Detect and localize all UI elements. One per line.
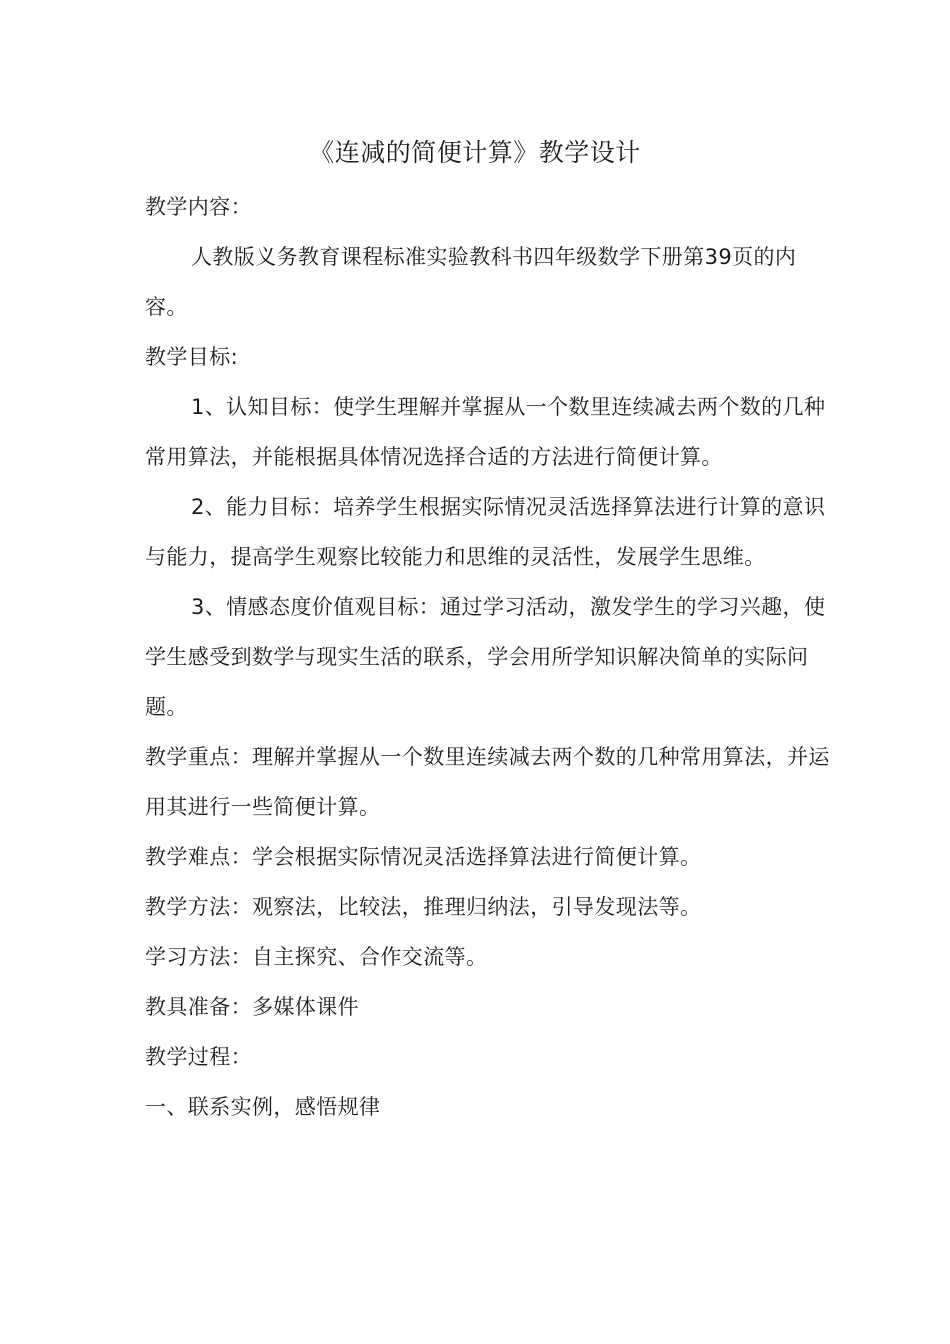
teaching-aids: 教具准备：多媒体课件 (145, 995, 359, 1019)
objective-ability: 2、能力目标：培养学生根据实际情况灵活选择算法进行计算的意识与能力，提高学生观察比较能力和思维的灵活性，发展学生思维。 (145, 495, 826, 569)
section-label-content: 教学内容： (145, 195, 252, 219)
difficult-points: 教学难点：学会根据实际情况灵活选择算法进行简便计算。 (145, 845, 702, 869)
objective-cognitive: 1、认知目标：使学生理解并掌握从一个数里连续减去两个数的几种常用算法，并能根据具体情况选择合适的方法进行简便计算。 (145, 395, 826, 469)
document-title: 《连减的简便计算》教学设计 (309, 138, 641, 167)
document-body (145, 182, 835, 1132)
section-label-objectives: 教学目标: (145, 345, 239, 369)
objective-emotional: 3、情感态度价值观目标：通过学习活动，激发学生的学习兴趣，使学生感受到数学与现实生活的联系，学会用所学知识解决简单的实际问题。 (145, 595, 826, 719)
process-step-one: 一、联系实例，感悟规律 (145, 1095, 381, 1119)
content-paragraph: 人教版义务教育课程标准实验教科书四年级数学下册第39页的内容。 (145, 245, 797, 319)
key-points: 教学重点：理解并掌握从一个数里连续减去两个数的几种常用算法，并运用其进行一些简便计算。 (145, 745, 830, 819)
learning-methods: 学习方法：自主探究、合作交流等。 (145, 945, 488, 969)
section-label-process: 教学过程： (145, 1045, 252, 1069)
teaching-methods: 教学方法：观察法，比较法，推理归纳法，引导发现法等。 (145, 895, 702, 919)
